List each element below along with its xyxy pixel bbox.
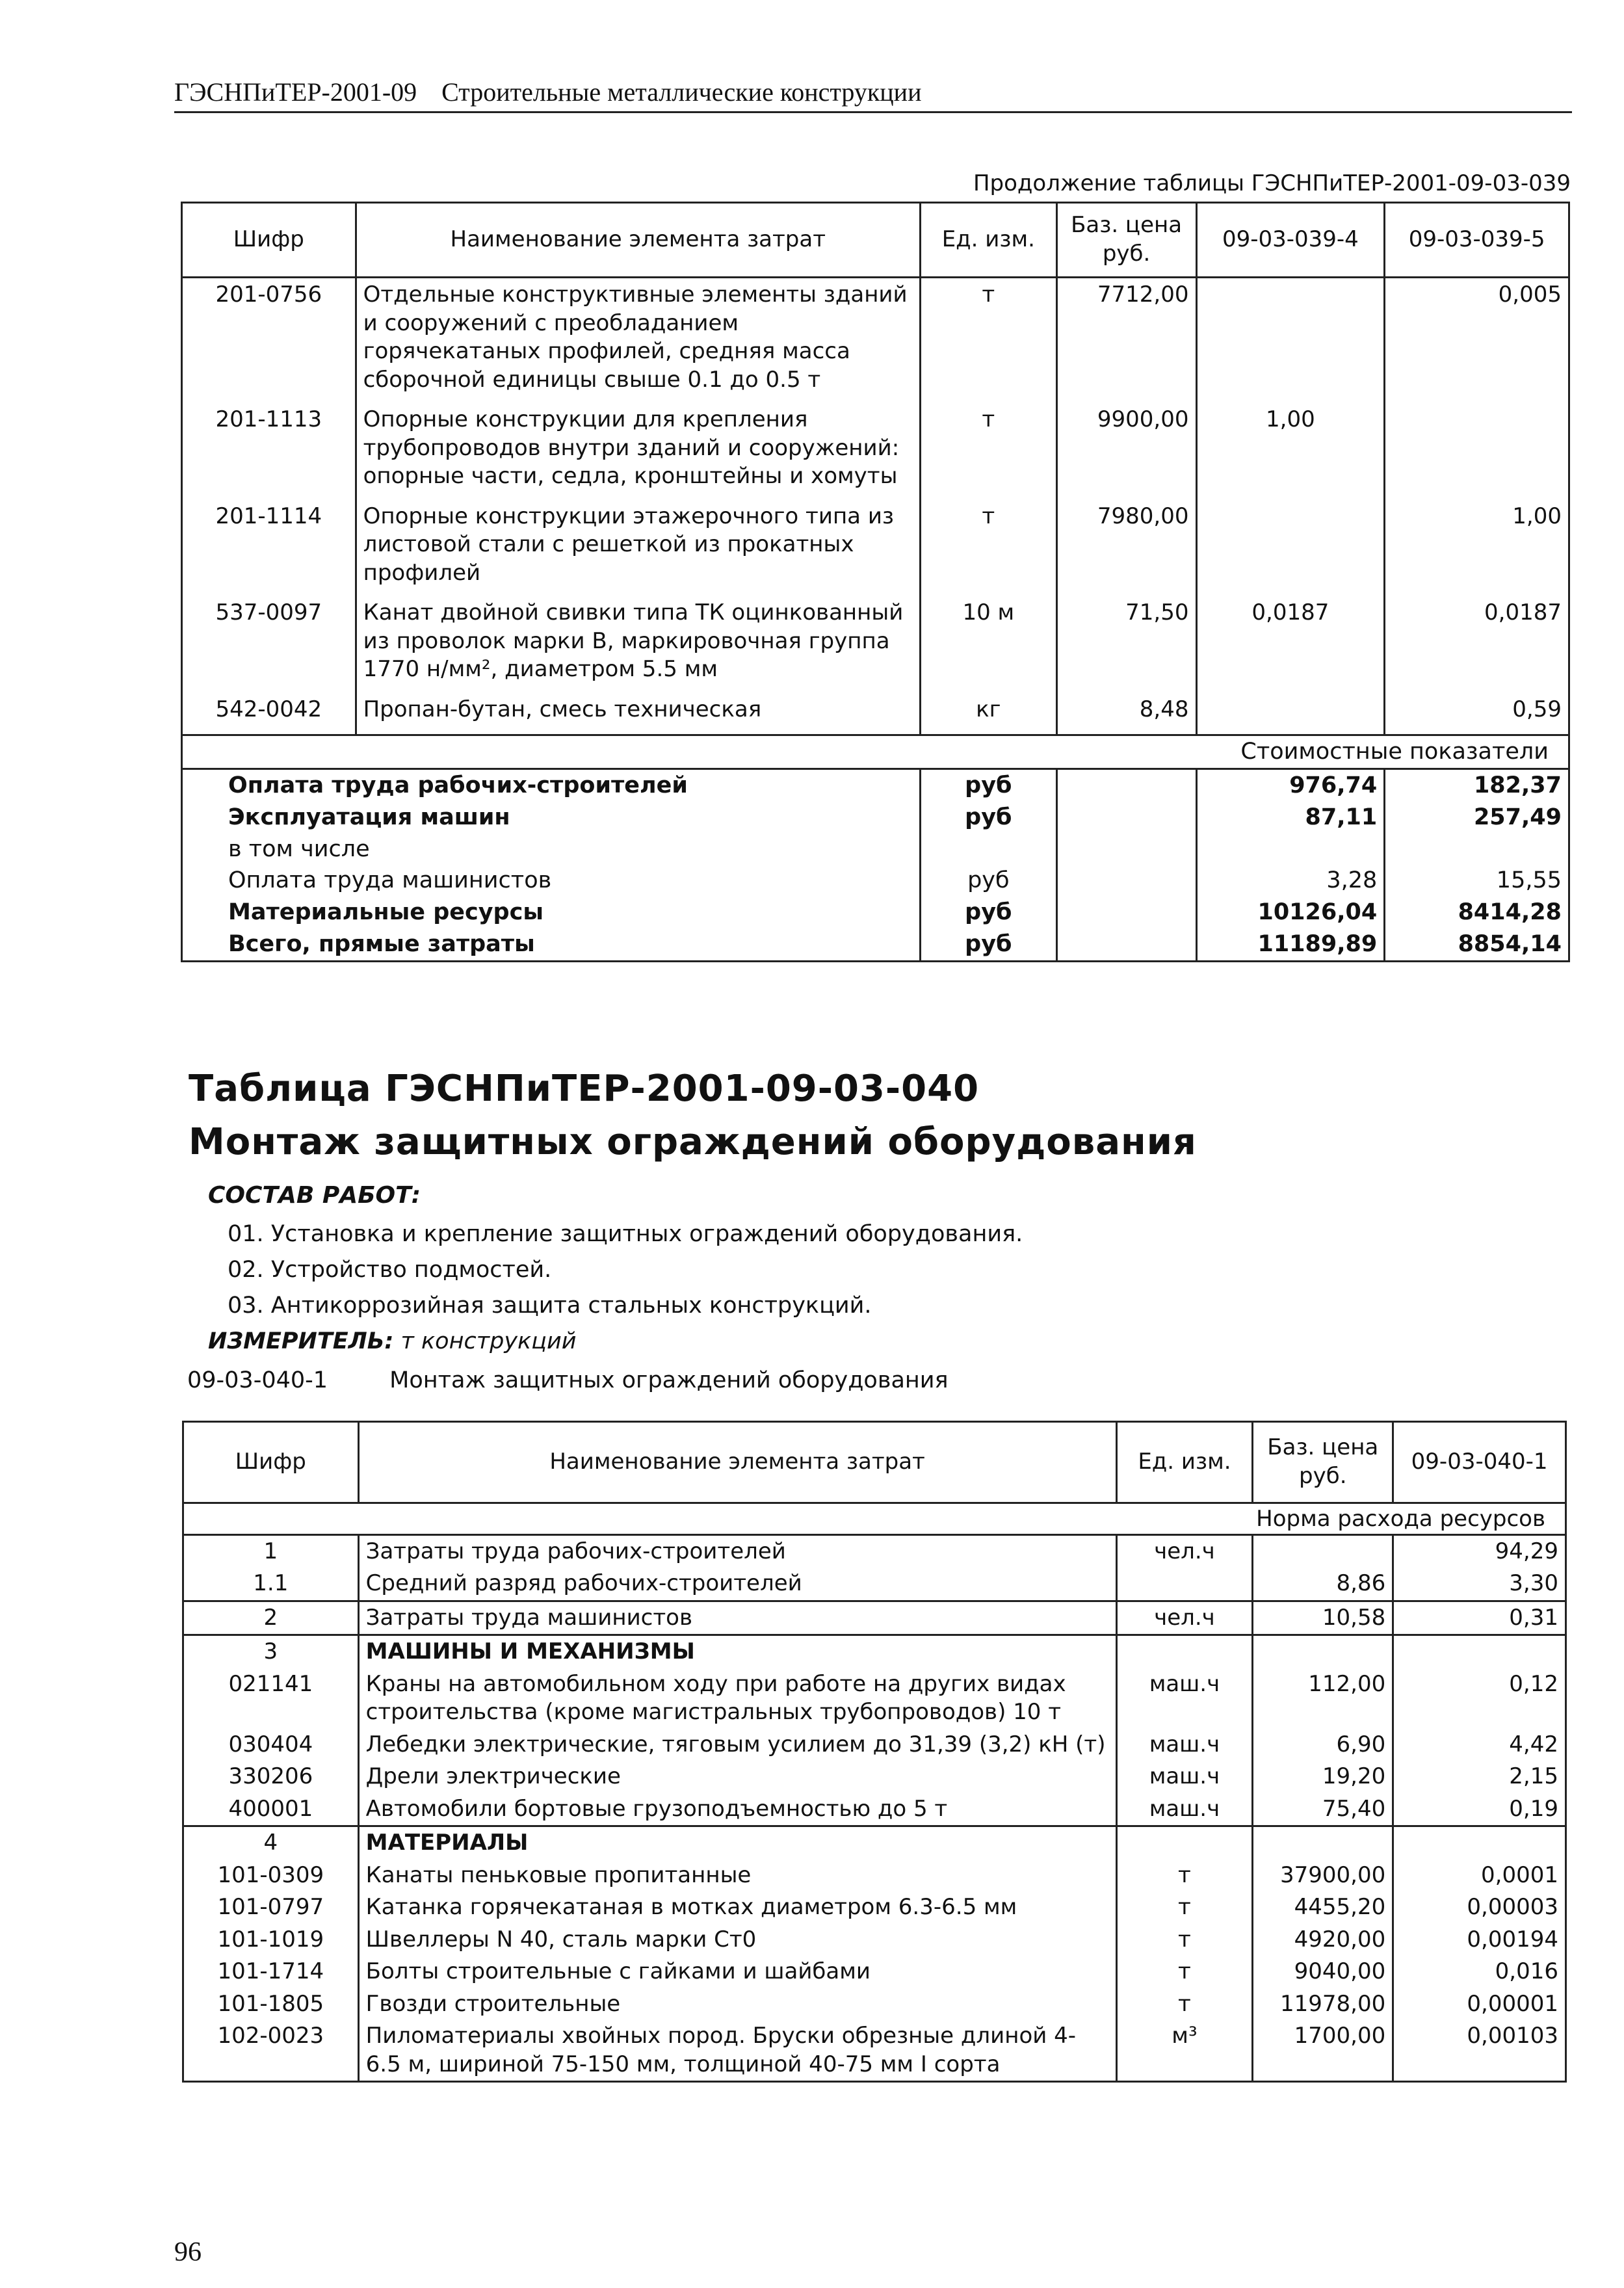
row-value: 0,00103 xyxy=(1393,2020,1566,2082)
row-name: МАШИНЫ И МЕХАНИЗМЫ xyxy=(358,1635,1116,1668)
row-name: Пропан-бутан, смесь техническая xyxy=(356,693,920,735)
row-value-5: 1,00 xyxy=(1385,500,1569,597)
header-price: Баз. цена руб. xyxy=(1056,203,1196,278)
row-name: Автомобили бортовые грузоподъемностью до 5 т xyxy=(358,1793,1116,1826)
row-value: 0,00003 xyxy=(1393,1891,1566,1924)
row-price xyxy=(1253,1635,1393,1668)
row-code: 1.1 xyxy=(183,1568,359,1601)
row-value-5 xyxy=(1385,403,1569,500)
works-heading: СОСТАВ РАБОТ: xyxy=(208,1182,421,1209)
cost-name: Эксплуатация машин xyxy=(182,802,921,834)
header-price: Баз. цена руб. xyxy=(1253,1422,1393,1503)
row-value: 0,00194 xyxy=(1393,1924,1566,1956)
header-unit: Ед. изм. xyxy=(920,203,1056,278)
cost-unit: руб xyxy=(920,897,1056,928)
cost-name: Материальные ресурсы xyxy=(182,897,921,928)
cost-name: Оплата труда рабочих-строителей xyxy=(182,769,921,802)
row-value-4 xyxy=(1196,278,1385,404)
row-price: 37900,00 xyxy=(1253,1860,1393,1892)
row-value-4 xyxy=(1196,693,1385,735)
cost-value-5: 8854,14 xyxy=(1385,928,1569,961)
table-row xyxy=(183,1668,1566,1729)
row-price xyxy=(1253,1826,1393,1860)
header-col5: 09-03-039-5 xyxy=(1385,203,1569,278)
row-price: 11978,00 xyxy=(1253,1988,1393,2021)
row-unit: маш.ч xyxy=(1116,1761,1253,1793)
table-row xyxy=(183,1956,1566,1988)
row-code: 4 xyxy=(183,1826,359,1860)
norm-code: 09-03-040-1 xyxy=(187,1367,328,1393)
cost-unit: руб xyxy=(920,802,1056,834)
row-price: 9900,00 xyxy=(1056,403,1196,500)
row-code: 101-0309 xyxy=(183,1860,359,1892)
section-subtitle: Монтаж защитных ограждений оборудования xyxy=(189,1121,1197,1163)
table-row xyxy=(183,1761,1566,1793)
meter-line xyxy=(208,1328,576,1354)
row-name: Краны на автомобильном ходу при работе на других видах строительства (кроме магистральных трубопроводов) 10 т xyxy=(358,1668,1116,1729)
table-row xyxy=(183,1601,1566,1635)
cost-value-4: 10126,04 xyxy=(1196,897,1385,928)
row-code: 1 xyxy=(183,1534,359,1568)
row-name: Затраты труда рабочих-строителей xyxy=(358,1534,1116,1568)
row-unit: 10 м xyxy=(920,596,1056,693)
row-code: 330206 xyxy=(183,1761,359,1793)
row-name: Катанка горячекатаная в мотках диаметром 6.3-6.5 мм xyxy=(358,1891,1116,1924)
row-unit: маш.ч xyxy=(1116,1793,1253,1826)
header-unit: Ед. изм. xyxy=(1116,1422,1253,1503)
row-unit: т xyxy=(920,278,1056,404)
row-unit: маш.ч xyxy=(1116,1729,1253,1761)
row-price: 1700,00 xyxy=(1253,2020,1393,2082)
row-code: 3 xyxy=(183,1635,359,1668)
row-unit: кг xyxy=(920,693,1056,735)
cost-value-4: 976,74 xyxy=(1196,769,1385,802)
table-row xyxy=(182,500,1569,597)
table-continuation-caption: Продолжение таблицы ГЭСНПиТЕР-2001-09-03-039 xyxy=(973,170,1571,196)
header-col: 09-03-040-1 xyxy=(1393,1422,1566,1503)
row-price: 75,40 xyxy=(1253,1793,1393,1826)
row-value-4 xyxy=(1196,500,1385,597)
row-unit: т xyxy=(1116,1988,1253,2021)
table-header-row xyxy=(182,203,1569,278)
row-code: 030404 xyxy=(183,1729,359,1761)
cost-row xyxy=(182,769,1569,802)
work-item: 01. Установка и крепление защитных ограждений оборудования. xyxy=(228,1221,1023,1247)
meter-value: т конструкций xyxy=(400,1328,577,1354)
resources-table-040 xyxy=(182,1421,1567,2083)
row-name: Канат двойной свивки типа ТК оцинкованный из проволок марки В, маркировочная группа 1770 н/мм², диаметром 5.5 мм xyxy=(356,596,920,693)
norm-name: Монтаж защитных ограждений оборудования xyxy=(389,1367,949,1393)
cost-value-4: 11189,89 xyxy=(1196,928,1385,961)
cost-row xyxy=(182,865,1569,897)
row-price: 112,00 xyxy=(1253,1668,1393,1729)
row-unit: т xyxy=(1116,1891,1253,1924)
table-row xyxy=(183,1635,1566,1668)
row-name: Дрели электрические xyxy=(358,1761,1116,1793)
row-value-5: 0,59 xyxy=(1385,693,1569,735)
cost-value-5: 8414,28 xyxy=(1385,897,1569,928)
row-name: Затраты труда машинистов xyxy=(358,1601,1116,1635)
table-row xyxy=(183,1988,1566,2021)
row-value: 0,0001 xyxy=(1393,1860,1566,1892)
row-name: Канаты пеньковые пропитанные xyxy=(358,1860,1116,1892)
row-name: Лебедки электрические, тяговым усилием до 31,39 (3,2) кН (т) xyxy=(358,1729,1116,1761)
table-row xyxy=(183,1568,1566,1601)
table-row xyxy=(182,403,1569,500)
row-price: 7712,00 xyxy=(1056,278,1196,404)
table-row xyxy=(183,1534,1566,1568)
table-row xyxy=(183,2020,1566,2082)
cost-empty xyxy=(1056,928,1196,961)
row-code: 2 xyxy=(183,1601,359,1635)
row-price: 6,90 xyxy=(1253,1729,1393,1761)
header-col4: 09-03-039-4 xyxy=(1196,203,1385,278)
row-name: Опорные конструкции этажерочного типа из листовой стали с решеткой из прокатных профилей xyxy=(356,500,920,597)
row-value-5: 0,0187 xyxy=(1385,596,1569,693)
cost-empty xyxy=(1056,865,1196,897)
row-name: Опорные конструкции для крепления трубопроводов внутри зданий и сооружений: опорные части, седла, кронштейны и хомуты xyxy=(356,403,920,500)
cost-value-5: 182,37 xyxy=(1385,769,1569,802)
table-row xyxy=(183,1826,1566,1860)
table-row xyxy=(183,1729,1566,1761)
row-code: 201-0756 xyxy=(182,278,356,404)
work-item: 02. Устройство подмостей. xyxy=(228,1257,552,1283)
row-value: 0,31 xyxy=(1393,1601,1566,1635)
cost-empty xyxy=(1056,802,1196,834)
row-name: Средний разряд рабочих-строителей xyxy=(358,1568,1116,1601)
cost-caption-row xyxy=(182,735,1569,769)
work-item: 03. Антикоррозийная защита стальных конструкций. xyxy=(228,1293,872,1319)
cost-unit: руб xyxy=(920,769,1056,802)
row-code: 542-0042 xyxy=(182,693,356,735)
cost-name: в том числе xyxy=(182,834,921,865)
table-row xyxy=(182,278,1569,404)
cost-row xyxy=(182,928,1569,961)
cost-value-4: 3,28 xyxy=(1196,865,1385,897)
row-unit xyxy=(1116,1568,1253,1601)
row-unit: м³ xyxy=(1116,2020,1253,2082)
cost-empty xyxy=(1056,897,1196,928)
row-unit: маш.ч xyxy=(1116,1668,1253,1729)
row-price: 4455,20 xyxy=(1253,1891,1393,1924)
cost-row xyxy=(182,802,1569,834)
cost-caption: Стоимостные показатели xyxy=(182,735,1569,769)
header-name: Наименование элемента затрат xyxy=(356,203,920,278)
meter-label: ИЗМЕРИТЕЛЬ: xyxy=(208,1328,394,1354)
table-row xyxy=(183,1891,1566,1924)
row-value: 0,00001 xyxy=(1393,1988,1566,2021)
section-title: Таблица ГЭСНПиТЕР-2001-09-03-040 xyxy=(189,1068,980,1110)
row-value: 94,29 xyxy=(1393,1534,1566,1568)
row-code: 102-0023 xyxy=(183,2020,359,2082)
row-price: 9040,00 xyxy=(1253,1956,1393,1988)
row-code: 101-1805 xyxy=(183,1988,359,2021)
row-price: 10,58 xyxy=(1253,1601,1393,1635)
row-value-4: 0,0187 xyxy=(1196,596,1385,693)
row-unit: т xyxy=(1116,1956,1253,1988)
header-code: ГЭСНПиТЕР-2001-09 xyxy=(174,77,417,107)
row-value: 0,12 xyxy=(1393,1668,1566,1729)
row-unit: т xyxy=(920,403,1056,500)
row-name: МАТЕРИАЛЫ xyxy=(358,1826,1116,1860)
table-row xyxy=(183,1793,1566,1826)
table-row xyxy=(182,693,1569,735)
row-price: 4920,00 xyxy=(1253,1924,1393,1956)
table-header-row xyxy=(183,1422,1566,1503)
row-value: 4,42 xyxy=(1393,1729,1566,1761)
row-name: Болты строительные с гайками и шайбами xyxy=(358,1956,1116,1988)
row-code: 400001 xyxy=(183,1793,359,1826)
table-row xyxy=(183,1924,1566,1956)
resources-table-039 xyxy=(181,202,1570,962)
row-code: 101-1019 xyxy=(183,1924,359,1956)
row-value xyxy=(1393,1826,1566,1860)
header-name: Наименование элемента затрат xyxy=(358,1422,1116,1503)
row-value: 0,016 xyxy=(1393,1956,1566,1988)
norm-caption-row xyxy=(183,1503,1566,1535)
cost-empty xyxy=(1056,834,1196,865)
row-code: 537-0097 xyxy=(182,596,356,693)
cost-value-4: 87,11 xyxy=(1196,802,1385,834)
cost-row xyxy=(182,834,1569,865)
row-price xyxy=(1253,1534,1393,1568)
row-code: 101-0797 xyxy=(183,1891,359,1924)
row-unit: чел.ч xyxy=(1116,1601,1253,1635)
row-unit: т xyxy=(1116,1924,1253,1956)
row-code: 021141 xyxy=(183,1668,359,1729)
cost-unit: руб xyxy=(920,928,1056,961)
row-unit: т xyxy=(1116,1860,1253,1892)
row-value: 3,30 xyxy=(1393,1568,1566,1601)
cost-value-5: 15,55 xyxy=(1385,865,1569,897)
cost-value-5: 257,49 xyxy=(1385,802,1569,834)
row-unit xyxy=(1116,1635,1253,1668)
row-value: 0,19 xyxy=(1393,1793,1566,1826)
row-value-5: 0,005 xyxy=(1385,278,1569,404)
row-price: 71,50 xyxy=(1056,596,1196,693)
cost-row xyxy=(182,897,1569,928)
row-value-4: 1,00 xyxy=(1196,403,1385,500)
row-price: 7980,00 xyxy=(1056,500,1196,597)
row-unit xyxy=(1116,1826,1253,1860)
cost-empty xyxy=(1056,769,1196,802)
row-name: Швеллеры N 40, сталь марки Ст0 xyxy=(358,1924,1116,1956)
row-unit: т xyxy=(920,500,1056,597)
cost-name: Оплата труда машинистов xyxy=(182,865,921,897)
row-price: 8,86 xyxy=(1253,1568,1393,1601)
row-name: Пиломатериалы хвойных пород. Бруски обрезные длиной 4-6.5 м, шириной 75-150 мм, толщиной 40-75 мм I сорта xyxy=(358,2020,1116,2082)
page-number: 96 xyxy=(174,2237,202,2267)
header-code: Шифр xyxy=(183,1422,359,1503)
row-name: Гвозди строительные xyxy=(358,1988,1116,2021)
norm-title xyxy=(187,1367,949,1393)
row-value xyxy=(1393,1635,1566,1668)
row-name: Отдельные конструктивные элементы зданий и сооружений с преобладанием горячекатаных профилей, средняя масса сборочной единицы свыше 0.1 до 0.5 т xyxy=(356,278,920,404)
cost-unit xyxy=(920,834,1056,865)
row-code: 101-1714 xyxy=(183,1956,359,1988)
cost-value-5 xyxy=(1385,834,1569,865)
cost-value-4 xyxy=(1196,834,1385,865)
norm-caption: Норма расхода ресурсов xyxy=(183,1503,1566,1535)
row-unit: чел.ч xyxy=(1116,1534,1253,1568)
cost-unit: руб xyxy=(920,865,1056,897)
header-title: Строительные металлические конструкции xyxy=(441,77,922,107)
row-code: 201-1114 xyxy=(182,500,356,597)
running-header xyxy=(174,77,1572,113)
header-code: Шифр xyxy=(182,203,356,278)
table-row xyxy=(183,1860,1566,1892)
row-price: 8,48 xyxy=(1056,693,1196,735)
cost-name: Всего, прямые затраты xyxy=(182,928,921,961)
table-row xyxy=(182,596,1569,693)
row-value: 2,15 xyxy=(1393,1761,1566,1793)
row-price: 19,20 xyxy=(1253,1761,1393,1793)
row-code: 201-1113 xyxy=(182,403,356,500)
